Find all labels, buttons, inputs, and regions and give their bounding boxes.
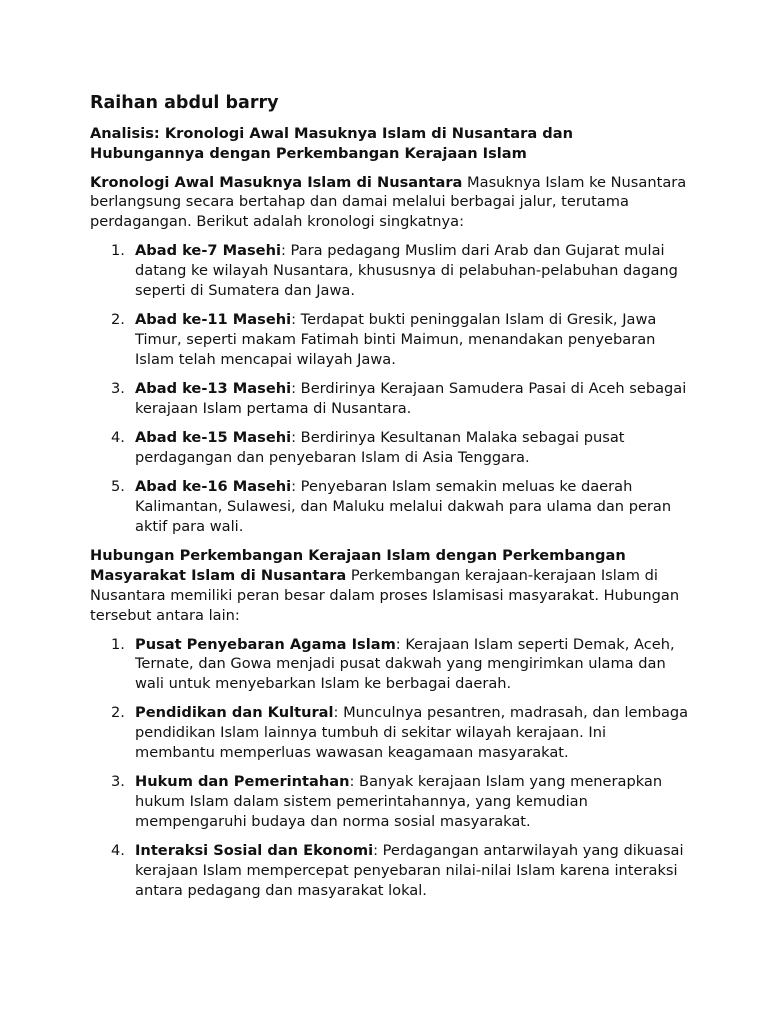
list-item <box>90 703 690 762</box>
list-item-text: : Penyebaran Islam semakin meluas ke daerah Kalimantan, Sulawesi, dan Maluku melalui dakwah para ulama dan peran aktif para wali. <box>135 478 672 535</box>
list-number: 2. <box>111 310 125 328</box>
section1-paragraph <box>90 173 690 232</box>
list-number: 2. <box>111 704 125 722</box>
list-number: 3. <box>111 773 125 791</box>
chronology-list <box>90 241 690 537</box>
list-item-text: : Kerajaan Islam seperti Demak, Aceh, Ternate, dan Gowa menjadi pusat dakwah yang mengirimkan ulama dan wali untuk menyebarkan Islam ke berbagai daerah. <box>135 635 675 693</box>
analysis-title: Analisis: Kronologi Awal Masuknya Islam di Nusantara dan Hubungannya dengan Perkembangan Kerajaan Islam <box>90 125 573 162</box>
list-number: 1. <box>111 241 125 259</box>
list-number: 3. <box>111 379 125 397</box>
list-item-term: Hukum dan Pemerintahan <box>135 773 350 791</box>
list-item-term: Interaksi Sosial dan Ekonomi <box>135 842 374 860</box>
section1-intro: Masuknya Islam ke Nusantara berlangsung secara bertahap dan damai melalui berbagai jalur, terutama perdagangan. Berikut adalah kronologi singkatnya: <box>90 173 687 231</box>
list-number: 4. <box>111 842 125 860</box>
author-name: Raihan abdul barry <box>90 93 279 113</box>
list-item-term: Abad ke-16 Masehi <box>135 478 292 496</box>
list-item-text: : Berdirinya Kerajaan Samudera Pasai di Aceh sebagai kerajaan Islam pertama di Nusantara. <box>135 379 687 417</box>
list-item-text: : Berdirinya Kesultanan Malaka sebagai pusat perdagangan dan penyebaran Islam di Asia Tenggara. <box>135 429 625 466</box>
section2-intro: Perkembangan kerajaan-kerajaan Islam di Nusantara memiliki peran besar dalam proses Islamisasi masyarakat. Hubungan tersebut antara lain: <box>90 567 680 624</box>
relationship-list <box>90 635 690 901</box>
list-item-term: Abad ke-11 Masehi <box>135 310 292 328</box>
list-item-term: Abad ke-15 Masehi <box>135 429 292 447</box>
list-item-text: : Munculnya pesantren, madrasah, dan lembaga pendidikan Islam lainnya tumbuh di sekitar wilayah kerajaan. Ini membantu memperluas wawasan keagamaan masyarakat. <box>135 704 689 762</box>
list-item <box>90 635 690 694</box>
section1-heading: Kronologi Awal Masuknya Islam di Nusantara <box>90 173 463 191</box>
list-item <box>90 379 690 419</box>
section2-heading: Hubungan Perkembangan Kerajaan Islam dengan Perkembangan Masyarakat Islam di Nusantara <box>90 547 626 585</box>
list-item-term: Pendidikan dan Kultural <box>135 704 334 722</box>
section2-paragraph <box>90 546 690 625</box>
list-item-term: Abad ke-13 Masehi <box>135 379 292 397</box>
list-item <box>90 477 690 536</box>
list-item <box>90 841 690 900</box>
list-item <box>90 428 690 468</box>
list-item <box>90 310 690 369</box>
list-item <box>90 241 690 300</box>
list-number: 4. <box>111 429 125 447</box>
list-item-text: : Perdagangan antarwilayah yang dikuasai kerajaan Islam mempercepat penyebaran nilai-nilai Islam karena interaksi antara pedagang dan masyarakat lokal. <box>135 842 684 900</box>
list-item <box>90 772 690 831</box>
list-item-text: : Banyak kerajaan Islam yang menerapkan hukum Islam dalam sistem pemerintahannya, yang kemudian mempengaruhi budaya dan norma sosial masyarakat. <box>135 773 663 831</box>
list-item-term: Abad ke-7 Masehi <box>135 241 281 259</box>
list-item-term: Pusat Penyebaran Agama Islam <box>135 635 396 653</box>
list-item-text: : Para pedagang Muslim dari Arab dan Gujarat mulai datang ke wilayah Nusantara, khususnya di pelabuhan-pelabuhan dagang seperti di Sumatera dan Jawa. <box>135 241 678 299</box>
list-item-text: : Terdapat bukti peninggalan Islam di Gresik, Jawa Timur, seperti makam Fatimah binti Maimun, menandakan penyebaran Islam telah mencapai wilayah Jawa. <box>135 310 657 368</box>
list-number: 1. <box>111 635 125 653</box>
list-number: 5. <box>111 478 125 496</box>
document-content <box>90 91 690 910</box>
